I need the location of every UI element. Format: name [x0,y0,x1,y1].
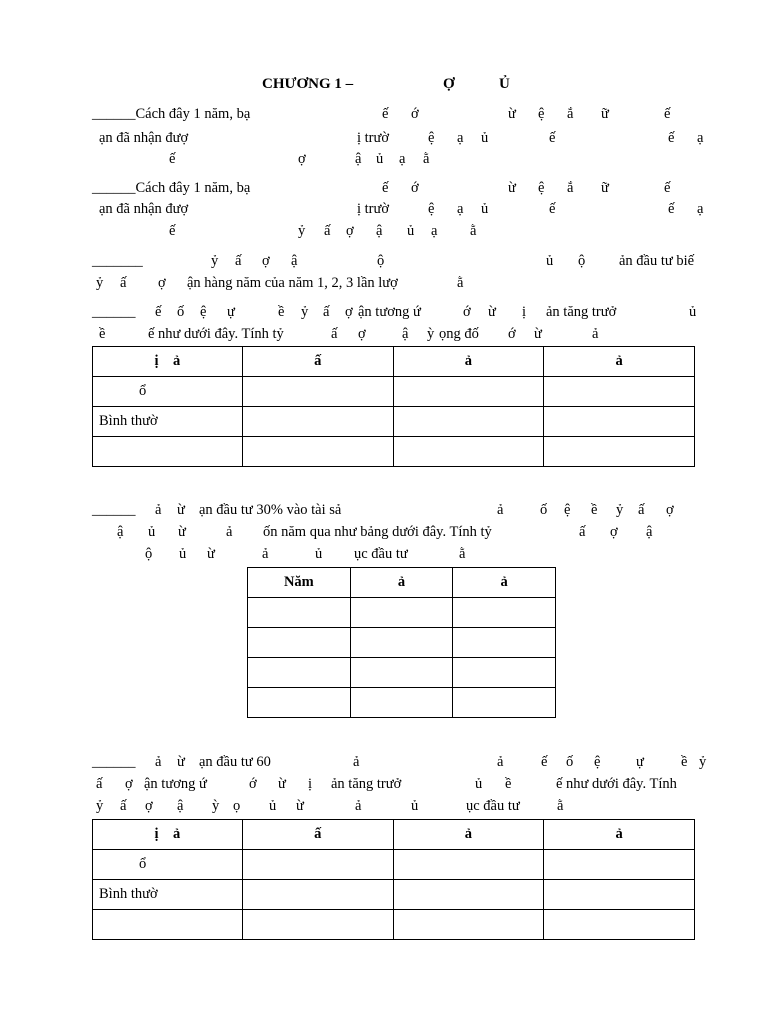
table-row [93,880,695,910]
table-cell[interactable] [453,688,556,718]
question-text: ợ [145,798,153,814]
returns-table [247,567,556,718]
scenario-table-2 [92,819,695,940]
table-header-cell: ấ [242,347,393,377]
table-cell[interactable] [350,598,453,628]
question-text: ề [278,304,285,320]
question-text: ề [681,754,688,770]
question-text: ỷ [96,275,104,291]
question-text: ợ [346,223,354,239]
question-text: ản tăng trưở [546,304,617,320]
question-text: ế [155,304,162,320]
table-cell: ổ [93,377,243,407]
question-text: ế [668,201,675,217]
question-text: ộ [377,253,385,269]
table-cell[interactable] [453,598,556,628]
question-text: ận tương ứ [358,304,421,320]
question-text: ủ [411,798,419,814]
question-text: ủ [481,130,489,146]
question-text: ừ [534,326,542,342]
table-row [248,598,556,628]
table-cell[interactable] [242,850,393,880]
question-text: ủ [148,524,156,540]
table-cell[interactable] [248,658,351,688]
question-text: ủ [179,546,187,562]
table-cell[interactable] [393,850,544,880]
question-text: ủ [481,201,489,217]
table-cell: ổ [93,850,243,880]
question-text: ấ [96,776,103,792]
question-text: ế [664,106,671,122]
table-cell[interactable] [393,407,544,437]
question-text: ỷ [301,304,309,320]
question-text: ậ [355,151,362,167]
question-text: ủ [376,151,384,167]
table-header-cell: Năm [248,568,351,598]
question-text: ủ [475,776,483,792]
question-text: ằ [470,223,477,239]
table-cell[interactable] [453,628,556,658]
question-text: ỷ [616,502,624,518]
question-text: ằ [423,151,430,167]
table-cell[interactable] [453,658,556,688]
question-text: ậ [291,253,298,269]
question-text: ề [99,326,106,342]
question-text: ế [541,754,548,770]
question-text: ế [549,201,556,217]
table-header-cell: ả [393,820,544,850]
question-text: ạ [399,151,406,167]
question-text: ớ [249,776,257,792]
table-cell[interactable] [544,880,695,910]
question-text: ộ [145,546,153,562]
question-text: ừ [207,546,215,562]
question-text: ốn năm qua như bảng dưới đây. Tính tỷ [263,524,492,540]
table-cell[interactable] [242,880,393,910]
table-row [93,850,695,880]
question-text: ừ [296,798,304,814]
question-text: ị [308,776,313,792]
table-cell: Bình thườ [93,407,243,437]
question-text: ố [566,754,574,770]
question-text: ục đầu tư [354,546,408,562]
question-text: ạn đã nhận đượ [99,201,189,217]
question-text: ệ [428,130,435,146]
question-text: ả [155,502,162,518]
question-text: ữ [601,180,609,196]
question-text: ọng đố [439,326,479,342]
table-row [248,688,556,718]
question-text: ấ [120,275,127,291]
question-text: ợ [610,524,618,540]
table-cell[interactable] [248,628,351,658]
answer-blank[interactable]: ______ [92,304,136,320]
question-text: ế như dưới đây. Tính [556,776,677,792]
question-text: ủ [315,546,323,562]
question-text: ạ [697,130,704,146]
question-text: ế [382,106,389,122]
question-text: ớ [463,304,471,320]
question-text: ự [227,304,235,320]
question-text: ản đầu tư biế [619,253,695,269]
question-text: ủ [269,798,277,814]
question-text: ỷ [699,754,707,770]
question-text: ế [169,223,176,239]
table-cell[interactable] [93,910,243,940]
question-text: ế [549,130,556,146]
question-text: ệ [538,106,545,122]
table-cell[interactable] [544,910,695,940]
table-header-cell: ấ [242,820,393,850]
question-text: ỷ [96,798,104,814]
question-text: ệ [564,502,571,518]
question-text: ợ [298,151,306,167]
table-cell[interactable] [248,598,351,628]
question-text: ậ [646,524,653,540]
table-header-cell: ị ả [93,820,243,850]
question-text: ậ [376,223,383,239]
question-text: ục đầu tư [466,798,520,814]
question-text: ______Cách đây 1 năm, bạ [92,180,251,196]
question-text: ị trườ [357,201,390,217]
answer-blank[interactable]: ______ [92,754,136,770]
answer-blank[interactable]: _______ [92,253,143,269]
question-text: ế như dưới đây. Tính tỷ [148,326,284,342]
question-text: ề [591,502,598,518]
question-text: ắ [567,106,574,122]
table-cell[interactable] [393,910,544,940]
table-cell[interactable] [544,377,695,407]
table-cell[interactable] [242,377,393,407]
question-text: ị [522,304,527,320]
table-row [248,658,556,688]
table-cell[interactable] [242,407,393,437]
question-text: ế [668,130,675,146]
question-text: ỳ [212,798,220,814]
question-text: ợ [345,304,353,320]
question-text: ắ [567,180,574,196]
chapter-title: CHƯƠNG 1 – [262,76,354,92]
table-header-cell: ả [544,820,695,850]
question-text: ằ [457,275,464,291]
question-text: ỷ [211,253,219,269]
scenario-table-1 [92,346,695,467]
question-text: ạn đầu tư 30% vào tài sả [199,502,342,518]
question-text: ủ [689,304,697,320]
question-text: ệ [538,180,545,196]
question-text: ủ [407,223,415,239]
question-text: ự [636,754,644,770]
table-cell[interactable] [544,437,695,467]
table-header-cell: ả [393,347,544,377]
question-text: ả [497,754,504,770]
question-text: ớ [411,180,419,196]
question-text: ậ [402,326,409,342]
question-text: ế [382,180,389,196]
question-text: ớ [508,326,516,342]
question-text: ố [540,502,548,518]
question-text: ợ [158,275,166,291]
table-cell[interactable] [242,437,393,467]
table-header-cell: ị ả [93,347,243,377]
question-text: ấ [331,326,338,342]
question-text: ừ [488,304,496,320]
answer-blank[interactable]: ______ [92,502,136,518]
question-text: ọ [233,798,241,814]
question-text: ả [155,754,162,770]
question-text: ế [169,151,176,167]
question-text: ệ [200,304,207,320]
question-text: ỳ [427,326,435,342]
table-row [93,437,695,467]
table-header-cell: ả [544,347,695,377]
question-text: ả [262,546,269,562]
table-cell[interactable] [393,437,544,467]
table-cell: Bình thườ [93,880,243,910]
question-text: ấ [120,798,127,814]
question-text: ạ [431,223,438,239]
table-cell[interactable] [242,910,393,940]
question-text: ạ [697,201,704,217]
question-text: ợ [262,253,270,269]
question-text: ừ [278,776,286,792]
question-text: ợ [666,502,674,518]
question-text: ận tương ứ [144,776,207,792]
question-text: ệ [594,754,601,770]
table-cell[interactable] [350,658,453,688]
table-row [93,910,695,940]
question-text: ừ [508,106,516,122]
question-text: ủ [546,253,554,269]
question-text: ợ [358,326,366,342]
question-text: ừ [177,754,185,770]
question-text: ớ [411,106,419,122]
question-text: ợ [125,776,133,792]
question-text: ằ [557,798,564,814]
table-cell[interactable] [350,628,453,658]
question-text: ậ [117,524,124,540]
question-text: ạ [457,130,464,146]
question-text: ố [177,304,185,320]
question-text: ấ [579,524,586,540]
question-text: ả [592,326,599,342]
table-row [248,628,556,658]
table-cell[interactable] [393,377,544,407]
table-cell[interactable] [393,880,544,910]
question-text: ản tăng trưở [331,776,402,792]
question-text: ạn đã nhận đượ [99,130,189,146]
question-text: ề [505,776,512,792]
question-text: ế [664,180,671,196]
question-text: ả [497,502,504,518]
question-text: ả [353,754,360,770]
question-text: ______Cách đây 1 năm, bạ [92,106,251,122]
table-header-cell: ả [453,568,556,598]
question-text: ấ [235,253,242,269]
question-text: ậ [177,798,184,814]
chapter-title-glyph: Ủ [499,76,510,92]
question-text: ừ [178,524,186,540]
table-header-cell: ả [350,568,453,598]
question-text: ạn đầu tư 60 [199,754,271,770]
table-cell[interactable] [544,407,695,437]
question-text: ạ [457,201,464,217]
question-text: ấ [324,223,331,239]
question-text: ấ [638,502,645,518]
table-cell[interactable] [248,688,351,718]
question-text: ữ [601,106,609,122]
question-text: ỷ [298,223,306,239]
question-text: ừ [177,502,185,518]
table-cell[interactable] [93,437,243,467]
question-text: ộ [578,253,586,269]
question-text: ả [226,524,233,540]
question-text: ận hàng năm của năm 1, 2, 3 lần lượ [187,275,398,291]
table-row [93,377,695,407]
question-text: ấ [323,304,330,320]
question-text: ằ [459,546,466,562]
chapter-title-glyph: Ợ [443,76,455,92]
question-text: ả [355,798,362,814]
table-cell[interactable] [544,850,695,880]
table-row [93,407,695,437]
question-text: ệ [428,201,435,217]
question-text: ừ [508,180,516,196]
question-text: ị trườ [357,130,390,146]
table-cell[interactable] [350,688,453,718]
